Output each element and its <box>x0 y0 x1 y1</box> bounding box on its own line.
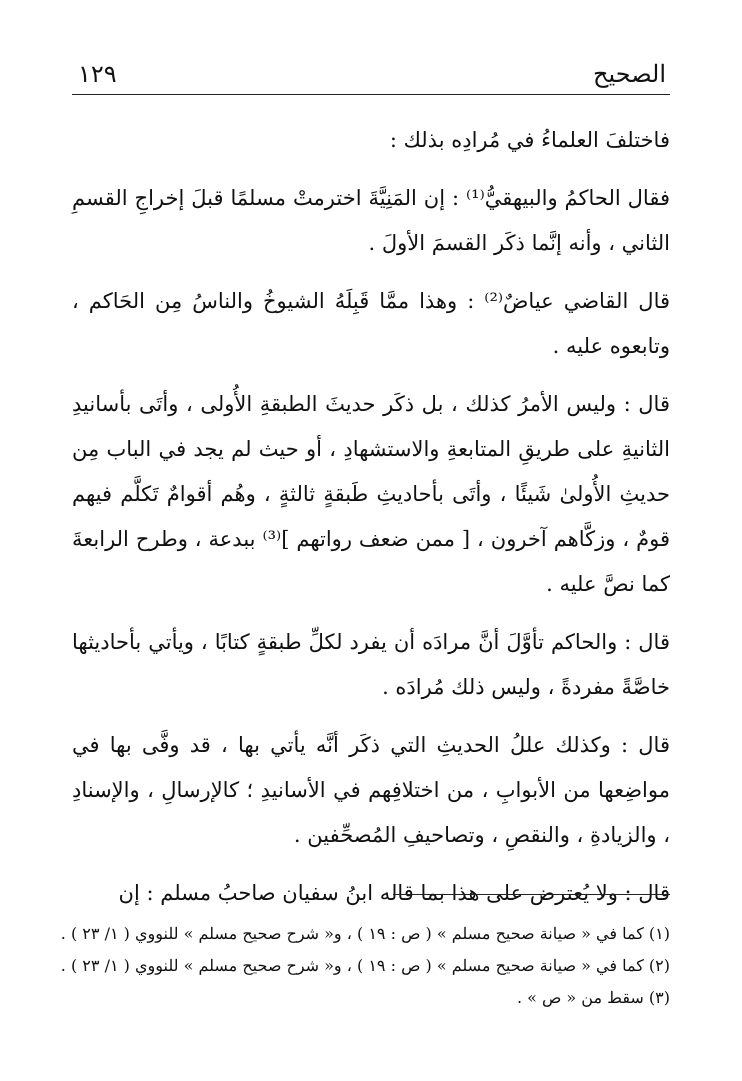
paragraph: قال : والحاكم تأوَّلَ أنَّ مرادَه أن يفرد لكلِّ طبقةٍ كتابًا ، ويأتي بأحاديثها خاصَّةً مفردةً ، وليس ذلك مُرادَه . <box>72 630 670 699</box>
page-number: ١٢٩ <box>78 60 117 88</box>
header-rule <box>72 94 670 95</box>
footnote-rule <box>393 894 670 895</box>
paragraph: قال : وكذلك عللُ الحديثِ التي ذكَر أنَّه يأتي بها ، قد وفَّى بها في مواضِعها من الأبوابِ ، من اختلافِهم في الأسانيدِ ؛ كالإرسالِ ، والإسنادِ ، والزيادةِ ، والنقصِ ، وتصاحيفِ المُصحِّفين . <box>72 733 670 847</box>
footnote: (١) كما في « صيانة صحيح مسلم » ( ص : ١٩ ) ، و« شرح صحيح مسلم » للنووي ( ١/ ٢٣ ) . <box>60 924 670 943</box>
running-head <box>72 58 670 94</box>
paragraph: قال : ولا يُعترض على هذا بما قاله ابنُ سفيان صاحبُ مسلم : إن <box>118 881 670 905</box>
paragraph: فاختلفَ العلماءُ في مُرادِه بذلك : <box>389 128 670 152</box>
footnote: (٢) كما في « صيانة صحيح مسلم » ( ص : ١٩ ) ، و« شرح صحيح مسلم » للنووي ( ١/ ٢٣ ) . <box>60 956 670 975</box>
chapter-title: الصحيح <box>592 60 666 88</box>
paragraph: فقال الحاكمُ والبيهقيُّ⁽¹⁾ : إن المَنِيَّةَ اخترمتْ مسلمًا قبلَ إخراجِ القسمِ الثاني ، وأنه إنَّما ذكَر القسمَ الأولَ . <box>72 186 670 255</box>
paragraph: قال : وليس الأمرُ كذلك ، بل ذكَر حديثَ الطبقةِ الأُولى ، وأتَى بأسانيدِ الثانيةِ على طريقِ المتابعةِ والاستشهادِ ، أو حيث لم يجد في الباب مِن حديثِ الأُولىٰ شَيئًا ، وأتَى بأحاديثِ طَبقةٍ ثالثةٍ ، وهُم أقوامٌ تَكلَّم فيهم قومٌ ، وزكَّاهم آخرون ، [ ممن ضعف رواتهم ]⁽³⁾ ببدعة ، وطرح الرابعةَ كما نصَّ عليه . <box>72 392 670 596</box>
footnote: (٣) سقط من « ص » . <box>516 988 670 1007</box>
footnotes <box>60 918 670 1014</box>
main-text <box>72 118 670 929</box>
paragraph: قال القاضي عياضٌ⁽²⁾ : وهذا ممَّا قَبِلَهُ الشيوخُ والناسُ مِن الحَاكم ، وتابعوه عليه . <box>72 289 671 358</box>
